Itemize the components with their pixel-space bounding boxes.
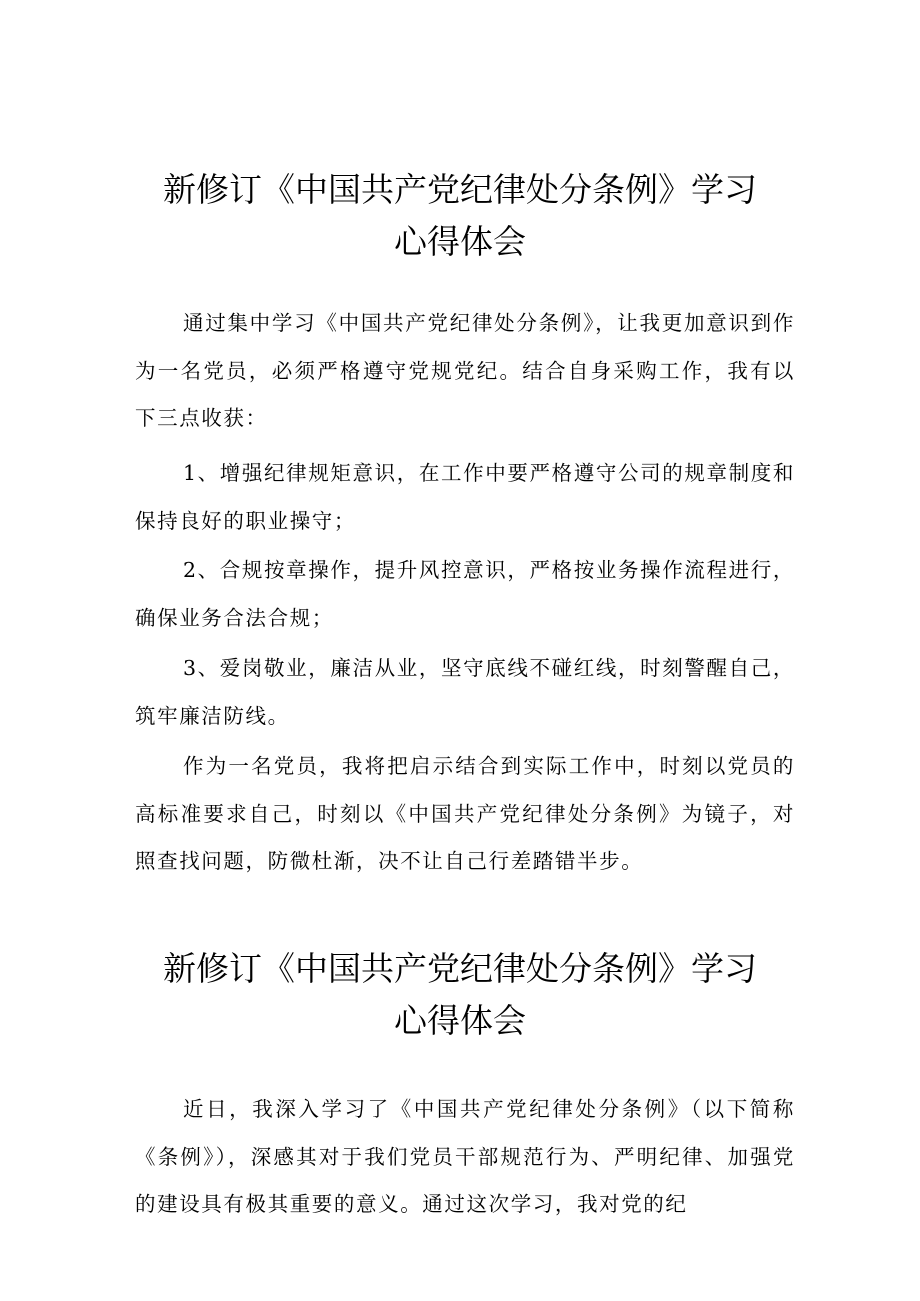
section-2-paragraph-1: 近日，我深入学习了《中国共产党纪律处分条例》（以下简称《条例》），深感其对于我们党员干部规范行为、严明纪律、加强党的建设具有极其重要的意义。通过这次学习，我对党的纪 [135, 1097, 795, 1216]
section-2-title-line-2: 心得体会 [394, 1001, 526, 1040]
section-1-paragraph-3: 2、合规按章操作，提升风控意识，严格按业务操作流程进行，确保业务合法合规； [135, 558, 795, 630]
section-1-paragraph-2: 1、增强纪律规矩意识，在工作中要严格遵守公司的规章制度和保持良好的职业操守； [135, 461, 795, 533]
section-1-title-line-2: 心得体会 [394, 222, 526, 261]
section-2-title-line-1: 新修订《中国共产党纪律处分条例》学习 [163, 949, 757, 988]
section-1-paragraph-5: 作为一名党员，我将把启示结合到实际工作中，时刻以党员的高标准要求自己，时刻以《中国共产党纪律处分条例》为镜子，对照查找问题，防微杜渐，决不让自己行差踏错半步。 [135, 754, 795, 873]
section-1-title-line-1: 新修订《中国共产党纪律处分条例》学习 [163, 170, 757, 209]
section-1-paragraph-1: 通过集中学习《中国共产党纪律处分条例》，让我更加意识到作为一名党员，必须严格遵守党规党纪。结合自身采购工作，我有以下三点收获： [135, 311, 795, 430]
section-1-paragraph-4: 3、爱岗敬业，廉洁从业，坚守底线不碰红线，时刻警醒自己，筑牢廉洁防线。 [135, 656, 795, 728]
section-1-title [0, 164, 920, 268]
section-2-title [0, 943, 920, 1047]
